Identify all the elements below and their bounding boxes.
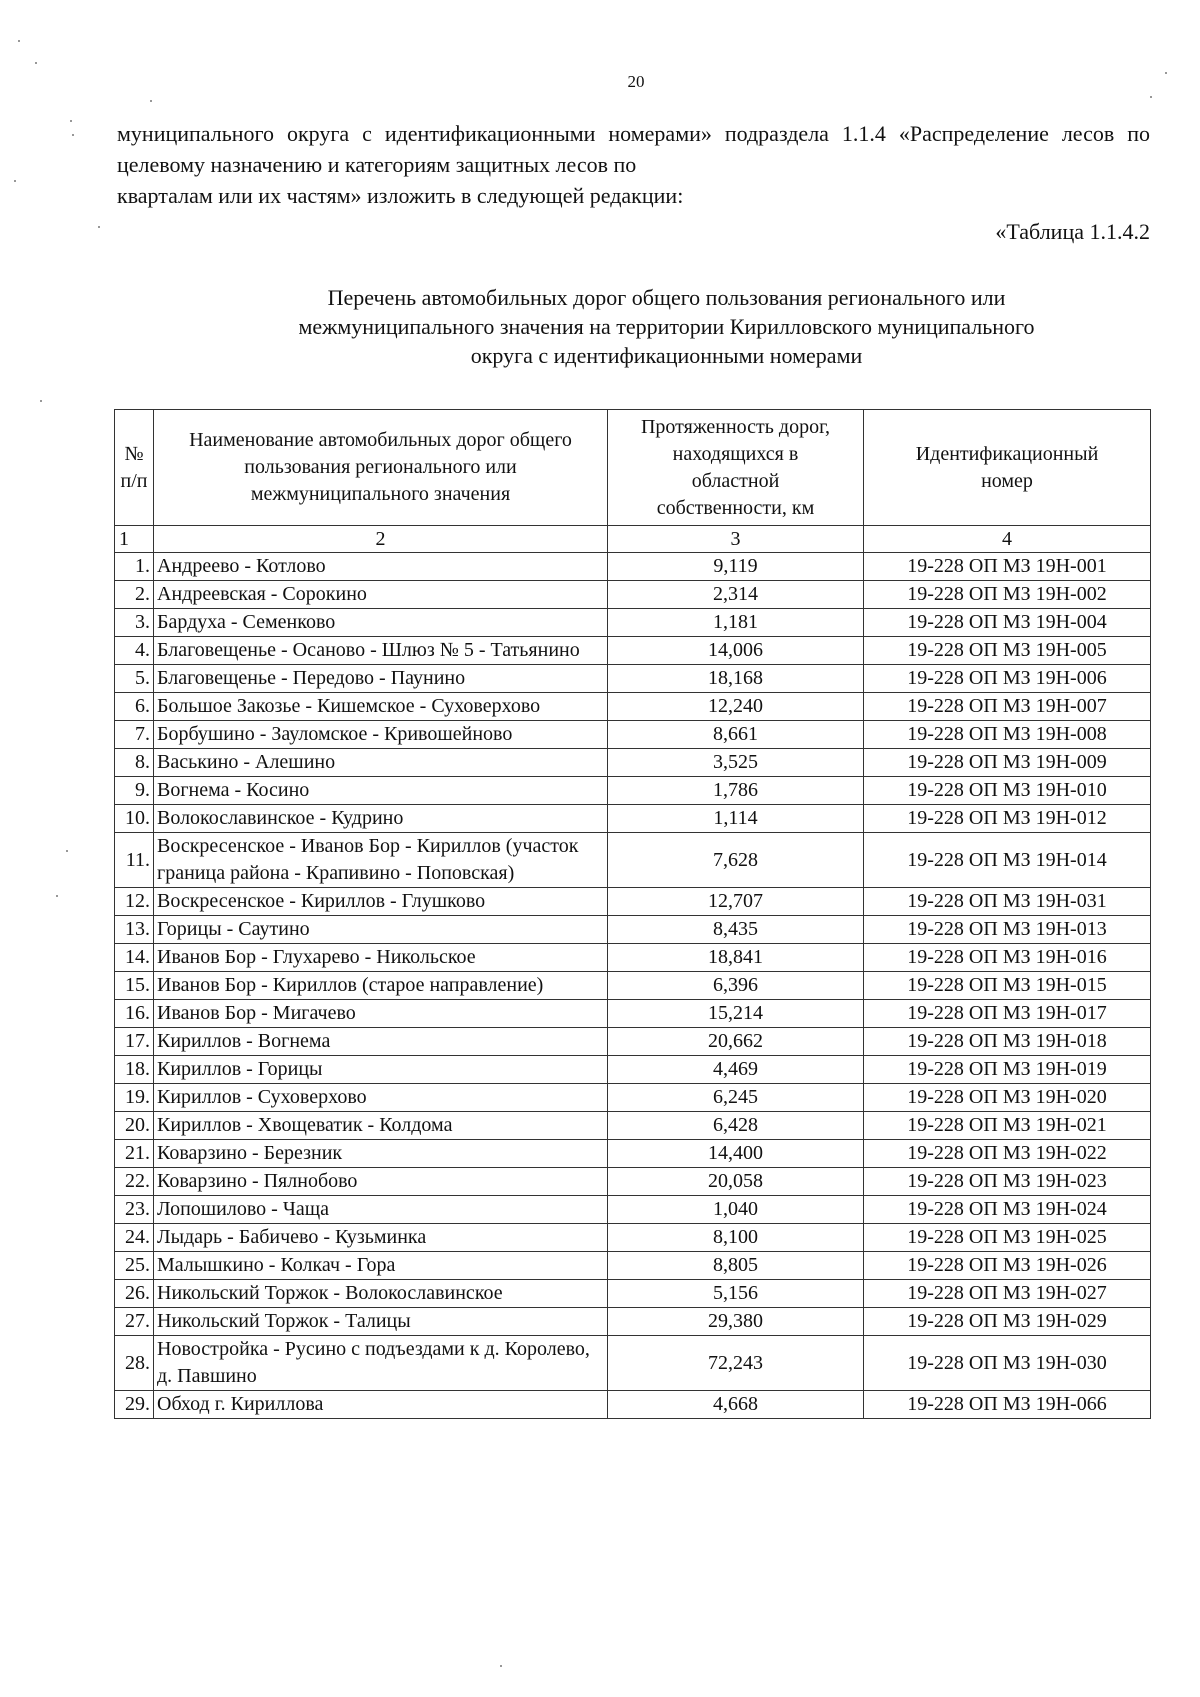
table-row (115, 721, 1151, 749)
row-number: 11. (115, 833, 154, 888)
road-name: Кириллов - Суховерхово (154, 1084, 608, 1112)
road-ident: 19-228 ОП МЗ 19Н-030 (864, 1336, 1151, 1391)
scan-speck (1150, 96, 1152, 98)
road-name: Бардуха - Семенково (154, 609, 608, 637)
road-ident: 19-228 ОП МЗ 19Н-027 (864, 1280, 1151, 1308)
row-number: 26. (115, 1280, 154, 1308)
road-ident: 19-228 ОП МЗ 19Н-020 (864, 1084, 1151, 1112)
road-ident: 19-228 ОП МЗ 19Н-023 (864, 1168, 1151, 1196)
table-row (115, 916, 1151, 944)
row-number: 9. (115, 777, 154, 805)
scan-speck (150, 100, 152, 102)
row-number: 14. (115, 944, 154, 972)
scan-speck (35, 62, 37, 64)
road-name: Иванов Бор - Кириллов (старое направление) (154, 972, 608, 1000)
table-row (115, 665, 1151, 693)
table-row (115, 833, 1151, 888)
road-length: 8,661 (608, 721, 864, 749)
row-number: 4. (115, 637, 154, 665)
road-length: 18,168 (608, 665, 864, 693)
table-row (115, 1336, 1151, 1391)
road-length: 14,400 (608, 1140, 864, 1168)
table-header-row (115, 410, 1151, 526)
intro-text-last-line: кварталам или их частям» изложить в следующей редакции: (117, 183, 684, 208)
road-ident: 19-228 ОП МЗ 19Н-012 (864, 805, 1151, 833)
scan-speck (72, 134, 74, 136)
road-name: Лопошилово - Чаща (154, 1196, 608, 1224)
road-ident: 19-228 ОП МЗ 19Н-009 (864, 749, 1151, 777)
page-number: 20 (627, 72, 645, 91)
road-name: Обход г. Кириллова (154, 1391, 608, 1419)
table-row (115, 693, 1151, 721)
road-ident: 19-228 ОП МЗ 19Н-015 (864, 972, 1151, 1000)
road-length: 12,707 (608, 888, 864, 916)
road-length: 15,214 (608, 1000, 864, 1028)
road-ident: 19-228 ОП МЗ 19Н-022 (864, 1140, 1151, 1168)
column-number: 1 (115, 526, 154, 553)
road-ident: 19-228 ОП МЗ 19Н-002 (864, 581, 1151, 609)
table-row (115, 553, 1151, 581)
road-length: 8,435 (608, 916, 864, 944)
table-row (115, 1280, 1151, 1308)
row-number: 29. (115, 1391, 154, 1419)
table-label: «Таблица 1.1.4.2 (995, 219, 1150, 244)
table-title (150, 283, 1183, 370)
intro-paragraph (117, 118, 1150, 211)
row-number: 6. (115, 693, 154, 721)
row-number: 17. (115, 1028, 154, 1056)
road-name: Борбушино - Зауломское - Кривошейново (154, 721, 608, 749)
row-number: 19. (115, 1084, 154, 1112)
header-ident: Идентификационный номер (864, 410, 1151, 526)
table-row (115, 1084, 1151, 1112)
title-line-1: Перечень автомобильных дорог общего пользования регионального или (327, 285, 1006, 310)
table-row (115, 637, 1151, 665)
road-ident: 19-228 ОП МЗ 19Н-021 (864, 1112, 1151, 1140)
row-number: 16. (115, 1000, 154, 1028)
table-row (115, 888, 1151, 916)
road-length: 6,245 (608, 1084, 864, 1112)
road-length: 14,006 (608, 637, 864, 665)
road-length: 6,428 (608, 1112, 864, 1140)
road-length: 20,058 (608, 1168, 864, 1196)
road-name: Коварзино - Пялнобово (154, 1168, 608, 1196)
table-row (115, 1028, 1151, 1056)
table-row (115, 972, 1151, 1000)
road-ident: 19-228 ОП МЗ 19Н-019 (864, 1056, 1151, 1084)
table-row (115, 944, 1151, 972)
road-length: 8,805 (608, 1252, 864, 1280)
road-length: 9,119 (608, 553, 864, 581)
road-ident: 19-228 ОП МЗ 19Н-025 (864, 1224, 1151, 1252)
road-ident: 19-228 ОП МЗ 19Н-013 (864, 916, 1151, 944)
road-length: 7,628 (608, 833, 864, 888)
row-number: 8. (115, 749, 154, 777)
row-number: 2. (115, 581, 154, 609)
road-name: Горицы - Саутино (154, 916, 608, 944)
road-length: 20,662 (608, 1028, 864, 1056)
row-number: 13. (115, 916, 154, 944)
table-row (115, 1140, 1151, 1168)
header-length: Протяженность дорог, находящихся в областной собственности, км (608, 410, 864, 526)
table-row (115, 609, 1151, 637)
road-length: 4,469 (608, 1056, 864, 1084)
road-name: Васькино - Алешино (154, 749, 608, 777)
road-ident: 19-228 ОП МЗ 19Н-066 (864, 1391, 1151, 1419)
row-number: 24. (115, 1224, 154, 1252)
road-name: Иванов Бор - Мигачево (154, 1000, 608, 1028)
scan-speck (14, 180, 16, 182)
row-number: 10. (115, 805, 154, 833)
table-row (115, 805, 1151, 833)
road-name: Кириллов - Горицы (154, 1056, 608, 1084)
row-number: 20. (115, 1112, 154, 1140)
road-ident: 19-228 ОП МЗ 19Н-006 (864, 665, 1151, 693)
scan-speck (66, 850, 68, 852)
title-line-2: межмуниципального значения на территории Кирилловского муниципального (298, 314, 1035, 339)
road-name: Иванов Бор - Глухарево - Никольское (154, 944, 608, 972)
table-row (115, 581, 1151, 609)
row-number: 5. (115, 665, 154, 693)
road-ident: 19-228 ОП МЗ 19Н-017 (864, 1000, 1151, 1028)
row-number: 18. (115, 1056, 154, 1084)
table-row (115, 749, 1151, 777)
row-number: 22. (115, 1168, 154, 1196)
road-ident: 19-228 ОП МЗ 19Н-008 (864, 721, 1151, 749)
road-name: Никольский Торжок - Талицы (154, 1308, 608, 1336)
road-length: 8,100 (608, 1224, 864, 1252)
scan-speck (18, 40, 20, 42)
road-length: 1,181 (608, 609, 864, 637)
road-name: Коварзино - Березник (154, 1140, 608, 1168)
row-number: 15. (115, 972, 154, 1000)
row-number: 28. (115, 1336, 154, 1391)
road-name: Лыдарь - Бабичево - Кузьминка (154, 1224, 608, 1252)
road-length: 2,314 (608, 581, 864, 609)
road-name: Андреево - Котлово (154, 553, 608, 581)
header-num: № п/п (115, 410, 154, 526)
table-row (115, 1252, 1151, 1280)
road-ident: 19-228 ОП МЗ 19Н-018 (864, 1028, 1151, 1056)
scan-speck (98, 226, 100, 228)
table-row (115, 777, 1151, 805)
road-name: Воскресенское - Иванов Бор - Кириллов (участок граница района - Крапивино - Поповская) (154, 833, 608, 888)
road-ident: 19-228 ОП МЗ 19Н-016 (864, 944, 1151, 972)
road-length: 5,156 (608, 1280, 864, 1308)
header-name: Наименование автомобильных дорог общего пользования регионального или межмуниципального значения (154, 410, 608, 526)
road-length: 3,525 (608, 749, 864, 777)
road-length: 6,396 (608, 972, 864, 1000)
road-ident: 19-228 ОП МЗ 19Н-005 (864, 637, 1151, 665)
scan-speck (500, 1665, 502, 1667)
road-length: 1,114 (608, 805, 864, 833)
table-row (115, 1000, 1151, 1028)
title-line-3: округа с идентификационными номерами (470, 343, 863, 368)
road-name: Малышкино - Колкач - Гора (154, 1252, 608, 1280)
scan-speck (1165, 72, 1167, 74)
road-ident: 19-228 ОП МЗ 19Н-026 (864, 1252, 1151, 1280)
road-name: Никольский Торжок - Волокославинское (154, 1280, 608, 1308)
road-length: 12,240 (608, 693, 864, 721)
road-ident: 19-228 ОП МЗ 19Н-010 (864, 777, 1151, 805)
row-number: 25. (115, 1252, 154, 1280)
row-number: 27. (115, 1308, 154, 1336)
road-length: 1,040 (608, 1196, 864, 1224)
table-row (115, 1168, 1151, 1196)
road-ident: 19-228 ОП МЗ 19Н-004 (864, 609, 1151, 637)
road-name: Новостройка - Русино с подъездами к д. Королево, д. Павшино (154, 1336, 608, 1391)
column-numbers-row (115, 526, 1151, 553)
road-ident: 19-228 ОП МЗ 19Н-029 (864, 1308, 1151, 1336)
row-number: 12. (115, 888, 154, 916)
road-name: Большое Закозье - Кишемское - Суховерхово (154, 693, 608, 721)
road-name: Андреевская - Сорокино (154, 581, 608, 609)
column-number: 3 (608, 526, 864, 553)
road-ident: 19-228 ОП МЗ 19Н-024 (864, 1196, 1151, 1224)
road-ident: 19-228 ОП МЗ 19Н-001 (864, 553, 1151, 581)
row-number: 1. (115, 553, 154, 581)
road-name: Кириллов - Вогнема (154, 1028, 608, 1056)
road-length: 1,786 (608, 777, 864, 805)
road-length: 72,243 (608, 1336, 864, 1391)
scan-speck (40, 400, 42, 402)
road-name: Кириллов - Хвощеватик - Колдома (154, 1112, 608, 1140)
row-number: 21. (115, 1140, 154, 1168)
table-row (115, 1224, 1151, 1252)
table-row (115, 1391, 1151, 1419)
road-name: Вогнема - Косино (154, 777, 608, 805)
road-length: 18,841 (608, 944, 864, 972)
road-name: Благовещенье - Передово - Паунино (154, 665, 608, 693)
scan-speck (70, 120, 72, 122)
road-ident: 19-228 ОП МЗ 19Н-031 (864, 888, 1151, 916)
row-number: 23. (115, 1196, 154, 1224)
scan-speck (56, 895, 58, 897)
road-ident: 19-228 ОП МЗ 19Н-014 (864, 833, 1151, 888)
road-name: Благовещенье - Осаново - Шлюз № 5 - Татьянино (154, 637, 608, 665)
table-row (115, 1196, 1151, 1224)
row-number: 7. (115, 721, 154, 749)
roads-table (114, 409, 1151, 1419)
road-ident: 19-228 ОП МЗ 19Н-007 (864, 693, 1151, 721)
road-name: Волокославинское - Кудрино (154, 805, 608, 833)
intro-text-justified: муниципального округа с идентификационными номерами» подраздела 1.1.4 «Распределение лесов по целевому назначению и категориям защитных лесов по (117, 121, 1150, 177)
road-length: 4,668 (608, 1391, 864, 1419)
column-number: 2 (154, 526, 608, 553)
table-row (115, 1308, 1151, 1336)
row-number: 3. (115, 609, 154, 637)
table-row (115, 1056, 1151, 1084)
column-number: 4 (864, 526, 1151, 553)
road-length: 29,380 (608, 1308, 864, 1336)
table-row (115, 1112, 1151, 1140)
road-name: Воскресенское - Кириллов - Глушково (154, 888, 608, 916)
